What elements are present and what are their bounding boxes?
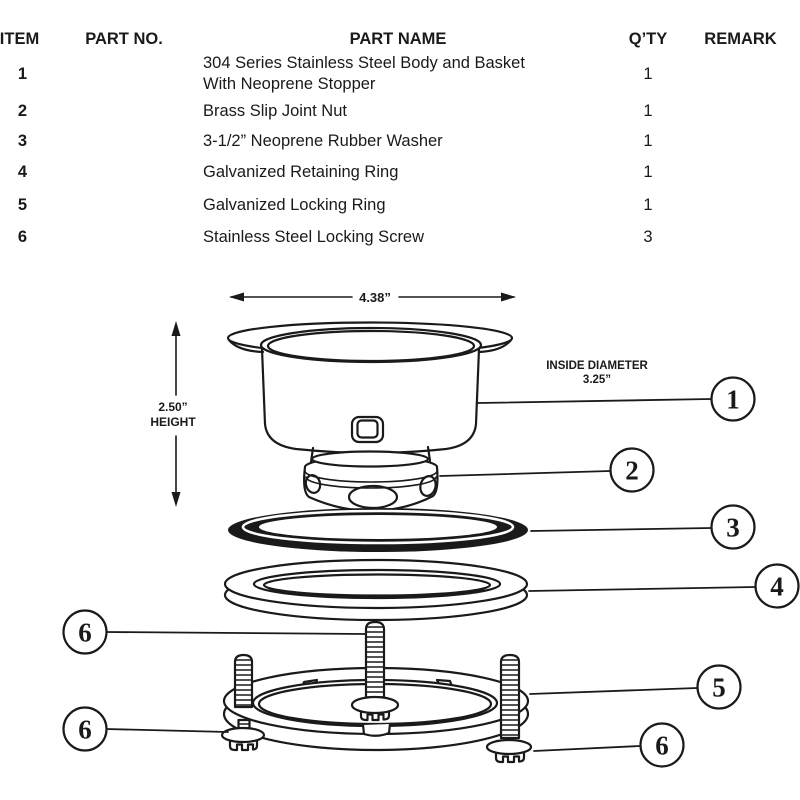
dim-height-value: 2.50” [158,400,188,414]
qty: 3 [643,228,653,246]
item-number: 2 [17,101,28,120]
dim-width-label: 4.38” [359,290,391,305]
table-header-remark: REMARK [704,29,777,48]
inside-diameter-note [546,360,648,386]
callout-2-label: 2 [625,455,639,486]
callout-1-label: 1 [726,384,740,415]
callout-5-label: 5 [712,672,726,703]
callout-6-label: 6 [78,617,92,648]
part-name: Brass Slip Joint Nut [203,101,347,120]
callout-6-right [534,724,684,767]
callout-3 [531,506,755,549]
table-header-part-name: PART NAME [349,29,447,48]
callout-5 [530,666,741,709]
qty: 1 [643,64,653,83]
qty: 1 [643,132,653,150]
inside-diameter-value: 3.25” [582,374,612,386]
dim-height-label: HEIGHT [150,415,196,429]
item-number: 5 [17,195,28,214]
item-number: 4 [17,163,28,181]
callout-6-bottom-left [64,708,229,751]
rubber-washer [228,508,528,552]
part-name: Stainless Steel Locking Screw [203,228,425,246]
retaining-ring [225,560,527,620]
strainer-body [228,323,512,463]
callout-2 [440,449,654,492]
inside-diameter-label: INSIDE DIAMETER [546,360,648,372]
qty: 1 [643,195,653,214]
callout-4-label: 4 [770,571,784,602]
callout-6-label: 6 [655,730,669,761]
qty: 1 [643,101,653,120]
table-header-qty: Q’TY [628,29,668,48]
table-header-item: ITEM [0,29,40,48]
dim-width [229,290,516,305]
callout-1 [478,378,755,421]
callout-4 [529,565,799,608]
basket-knob [352,417,383,442]
part-name: 304 Series Stainless Steel Body and Basket With Neoprene Stopper [203,54,525,93]
dim-height [150,321,196,507]
part-name: Galvanized Retaining Ring [203,163,399,181]
item-number: 1 [17,64,28,83]
item-number: 3 [17,132,28,150]
slip-joint-nut [304,452,438,512]
item-number: 6 [17,228,28,246]
callout-3-label: 3 [726,512,740,543]
callout-6-label: 6 [78,714,92,745]
table-header-part-no: PART NO. [85,29,163,48]
qty: 1 [643,163,653,181]
part-name: 3-1/2” Neoprene Rubber Washer [203,132,443,150]
part-name: Galvanized Locking Ring [203,195,386,214]
